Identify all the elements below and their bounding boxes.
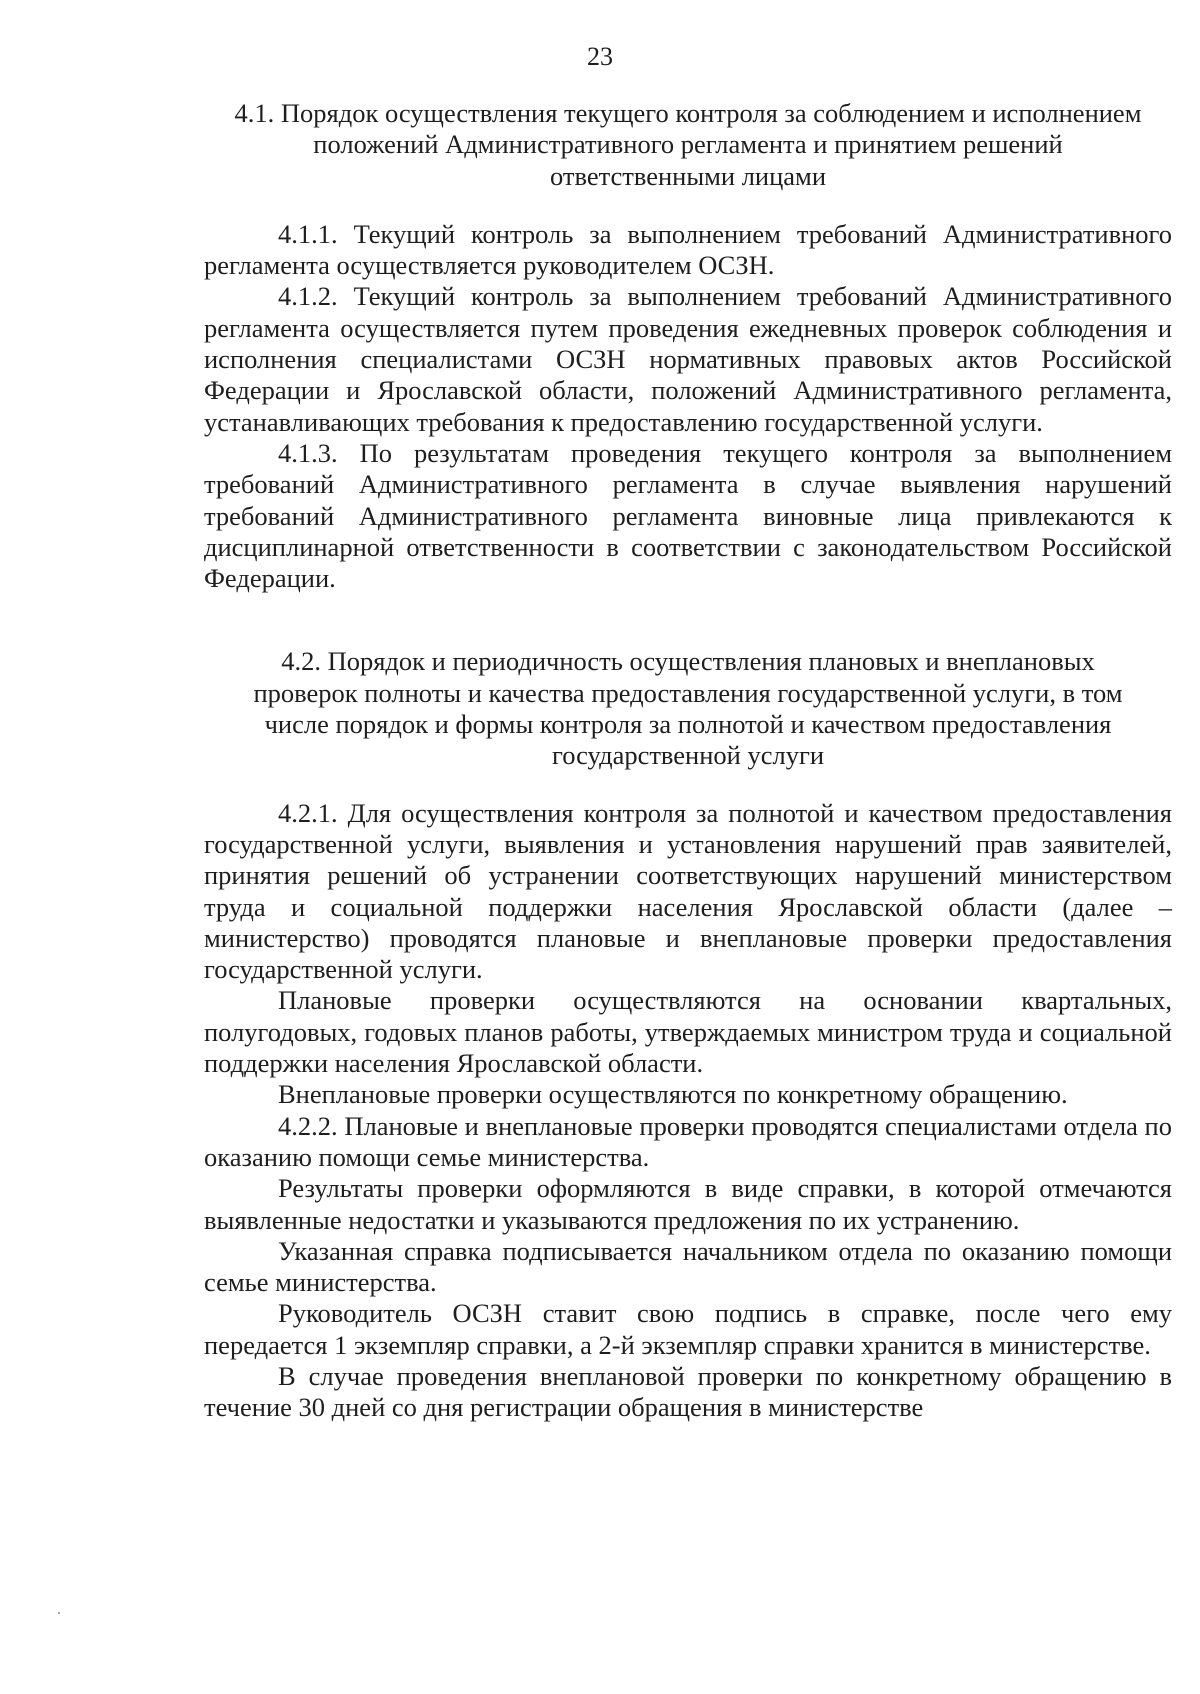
paragraph-planned-inspections: Плановые проверки осуществляются на основании квартальных, полугодовых, годовых планов работы, утверждаемых министром труда и социальной поддержки населения Ярославской области. (204, 985, 1172, 1079)
paragraph-unplanned-inspections: Внеплановые проверки осуществляются по конкретному обращению. (278, 1079, 1068, 1110)
paragraph-4-1-1: 4.1.1. Текущий контроль за выполнением требований Административного регламента осуществляется руководителем ОСЗН. (204, 218, 1172, 281)
paragraph-osczn-head-signature: Руководитель ОСЗН ставит свою подпись в справке, после чего ему передается 1 экземпляр справки, а 2-й экземпляр справки хранится в министерстве. (204, 1298, 1172, 1360)
section-4-2-heading: 4.2. Порядок и периодичность осуществления плановых и внеплановых проверок полноты и качества предоставления государственной услуги, в том числе порядок и формы контроля за полнотой и качеством предоставления государственной услуги (253, 646, 1123, 771)
paragraph-4-1-2: 4.1.2. Текущий контроль за выполнением требований Административного регламента осуществляется путем проведения ежедневных проверок соблюдения и исполнения специалистами ОСЗН нормативных правовых актов Российской Федерации и Ярославской области, положений Административного регламента, устанавливающих требования к предоставлению государственной услуги. (204, 281, 1172, 437)
paragraph-inspection-results: Результаты проверки оформляются в виде справки, в которой отмечаются выявленные недостатки и указываются предложения по их устранению. (204, 1173, 1172, 1235)
paragraph-report-signature: Указанная справка подписывается начальником отдела по оказанию помощи семье министерства. (204, 1235, 1172, 1298)
paragraph-4-1-3: 4.1.3. По результатам проведения текущего контроля за выполнением требований Административного регламента в случае выявления нарушений требований Административного регламента виновные лица привлекаются к дисциплинарной ответственности в соответствии с законодательством Российской Федерации. (204, 437, 1172, 594)
section-4-1-heading: 4.1. Порядок осуществления текущего контроля за соблюдением и исполнением положений Административного регламента и принятием решений ответственными лицами (234, 98, 1142, 191)
scan-speck (58, 1612, 60, 1614)
document-body (204, 98, 1172, 1424)
page-number: 23 (587, 42, 613, 71)
paragraph-4-2-2: 4.2.2. Плановые и внеплановые проверки проводятся специалистами отдела по оказанию помощи семье министерства. (204, 1110, 1172, 1172)
paragraph-unplanned-inspection-case: В случае проведения внеплановой проверки по конкретному обращению в течение 30 дней со дня регистрации обращения в министерстве (204, 1360, 1172, 1423)
paragraph-4-2-1: 4.2.1. Для осуществления контроля за полнотой и качеством предоставления государственной услуги, выявления и установления нарушений прав заявителей, принятия решений об устранении соответствующих нарушений министерством труда и социальной поддержки населения Ярославской области (далее – министерство) проводятся плановые и внеплановые проверки предоставления государственной услуги. (204, 797, 1172, 985)
